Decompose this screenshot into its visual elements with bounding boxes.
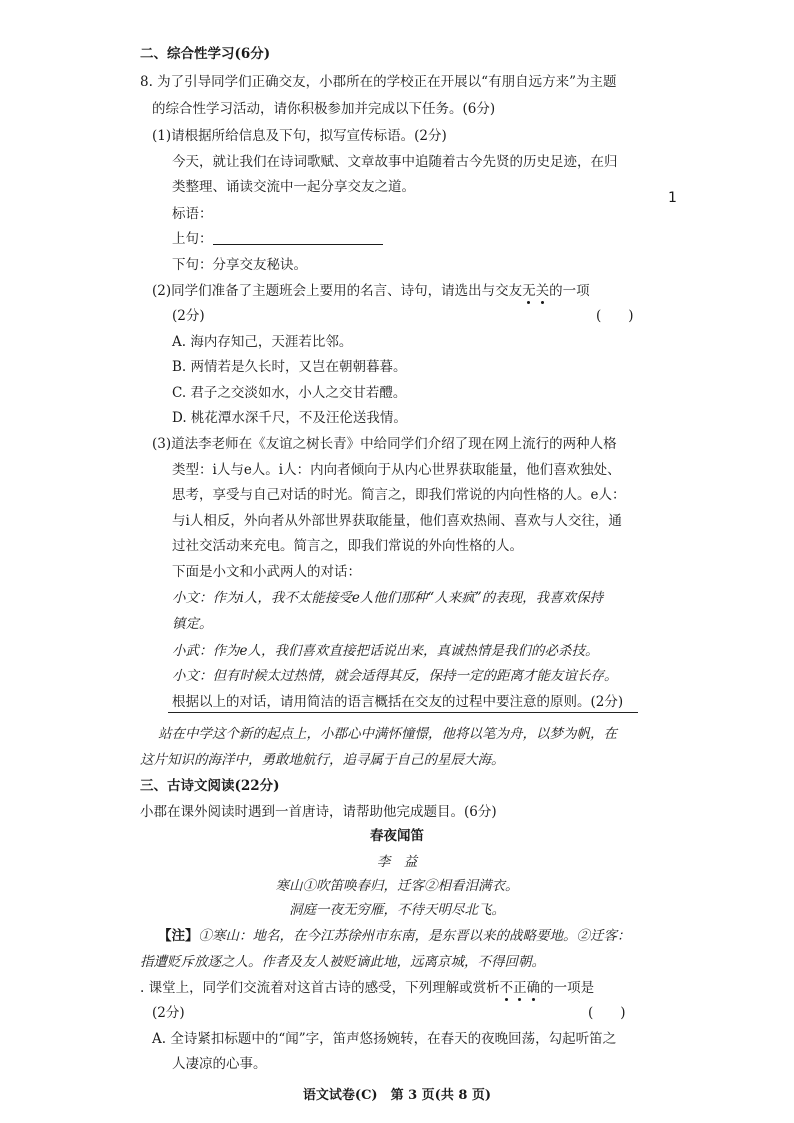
poem-answer-paren[interactable]: ( ) — [588, 1005, 626, 1021]
sub2-prompt-a: (2)同学们准备了主题班会上要用的名言、诗句，请选出与交友 — [152, 283, 523, 299]
dialogue-line4: 小文：但有时候太过热情，就会适得其反，保持一定的距离才能友谊长存。 — [172, 668, 618, 684]
upper-line-label: 上句： — [172, 231, 213, 247]
q8-line2: 的综合性学习活动，请你积极参加并完成以下任务。(6分) — [152, 101, 496, 117]
note-line2: 指遭贬斥放逐之人。作者及友人被贬谪此地，远离京城，不得回朝。 — [140, 954, 545, 970]
sub2-option-c: C. 君子之交淡如水，小人之交甘若醴。 — [172, 385, 407, 401]
sub1-text2: 类整理、诵读交流中一起分享交友之道。 — [172, 179, 415, 195]
section3-intro: 小郡在课外阅读时遇到一首唐诗，请帮助他完成题目。(6分) — [140, 804, 497, 820]
q8-line1: 8. 为了引导同学们正确交友，小郡所在的学校正在开展以“有朋自远方来”为主题 — [140, 74, 617, 90]
sub2-option-d: D. 桃花潭水深千尺，不及汪伦送我情。 — [172, 410, 407, 426]
upper-line-row — [172, 229, 383, 249]
dialogue-line1: 小文：作为i人，我不太能接受e人他们那种“人来疯”的表现，我喜欢保持 — [172, 590, 604, 606]
poem-author: 李 益 — [376, 854, 418, 870]
sub2-prompt — [152, 281, 590, 301]
page-footer: 语文试卷(C) 第 3 页(共 8 页) — [302, 1088, 492, 1103]
sub3-question: 根据以上的对话，请用简洁的语言概括在交友的过程中要注意的原则。(2分) — [172, 694, 624, 710]
sub2-score: (2分) — [172, 308, 205, 324]
sub2-option-a: A. 海内存知己，天涯若比邻。 — [172, 334, 353, 350]
poem-line1: 寒山①吹笛唤春归，迁客②相看泪满衣。 — [275, 878, 519, 894]
sub2-option-b: B. 两情若是久长时，又岂在朝朝暮暮。 — [172, 359, 407, 375]
sub3-line6: 下面是小文和小武两人的对话： — [172, 564, 361, 580]
poem-line2: 洞庭一夜无穷雁，不待天明尽北飞。 — [289, 902, 505, 918]
note-label: 【注】 — [158, 928, 199, 944]
poem-option-a-line2: 人凄凉的心事。 — [172, 1056, 267, 1072]
sub3-line5: 过社交活动来充电。简言之，即我们常说的外向性格的人。 — [172, 538, 523, 554]
poem-question-score: (2分) — [152, 1005, 185, 1021]
sub2-prompt-b: 的一项 — [549, 283, 590, 299]
section2-heading: 二、综合性学习(6分) — [140, 46, 271, 62]
section3-heading: 三、古诗文阅读(22分) — [140, 778, 280, 794]
lower-line: 下句：分享交友秘诀。 — [172, 257, 307, 273]
sub3-line3: 思考，享受与自己对话的时光。简言之，即我们常说的内向性格的人。e人： — [172, 487, 626, 503]
sub3-line4: 与i人相反，外向者从外部世界获取能量，他们喜欢热闹、喜欢与人交往，通 — [172, 513, 622, 529]
transition-line2: 这片知识的海洋中，勇敢地航行，追寻属于自己的星辰大海。 — [140, 752, 505, 768]
note-line1 — [158, 926, 631, 946]
poem-title: 春夜闻笛 — [370, 828, 424, 844]
page-side-number: 1 — [668, 190, 677, 206]
poem-question — [140, 978, 594, 998]
slogan-label: 标语： — [172, 206, 213, 222]
sub3-line1: (3)道法李老师在《友谊之树长青》中给同学们介绍了现在网上流行的两种人格 — [152, 436, 617, 452]
poem-question-b: 的一项是 — [540, 980, 595, 996]
sub1-prompt: (1)请根据所给信息及下句，拟写宣传标语。(2分) — [152, 128, 447, 144]
poem-option-a-line1: A. 全诗紧扣标题中的“闻”字，笛声悠扬婉转，在春天的夜晚回荡，勾起听笛之 — [152, 1031, 617, 1047]
upper-line-blank[interactable] — [213, 230, 383, 245]
poem-question-emphasis: 不正确 — [499, 980, 541, 996]
answer-line[interactable] — [168, 712, 638, 713]
sub2-emphasis: 无关 — [522, 283, 550, 299]
dialogue-line3: 小武：作为e人，我们喜欢直接把话说出来，真诚热情是我们的必杀技。 — [172, 643, 599, 659]
sub3-line2: 类型：i人与e人。i人：内向者倾向于从内心世界获取能量，他们喜欢独处、 — [172, 462, 621, 478]
dialogue-line2: 镇定。 — [172, 616, 213, 632]
transition-line1: 站在中学这个新的起点上，小郡心中满怀憧憬，他将以笔为舟，以梦为帆，在 — [158, 726, 617, 742]
note-text1: ①寒山：地名，在今江苏徐州市东南，是东晋以来的战略要地。②迁客： — [198, 928, 631, 944]
sub1-text1: 今天，就让我们在诗词歌赋、文章故事中追随着古今先贤的历史足迹，在归 — [172, 154, 618, 170]
sub2-answer-paren[interactable]: ( ) — [596, 308, 634, 324]
poem-question-a: . 课堂上，同学们交流着对这首古诗的感受，下列理解或赏析 — [140, 980, 500, 996]
